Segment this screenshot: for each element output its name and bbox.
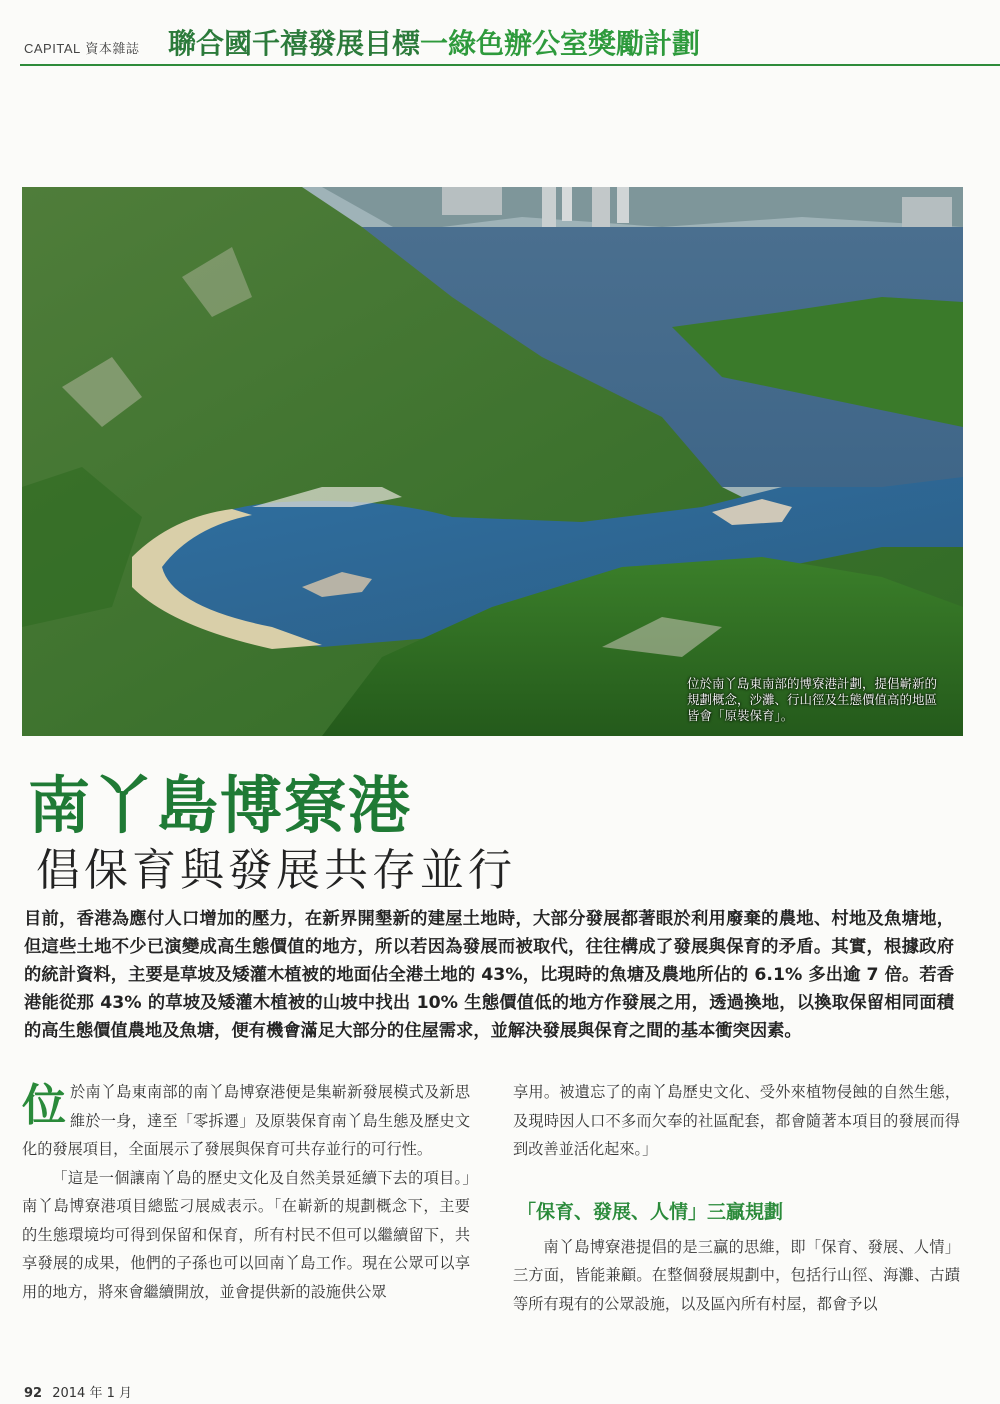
header-rule [20,64,1000,66]
paragraph-text: 於南丫島東南部的南丫島博寮港便是集嶄新發展模式及新思維於一身，達至「零拆遷」及原裝保育南丫島生態及歷史文化的發展項目，全面展示了發展與保育可共存並行的可行性。 [22,1083,470,1158]
page-number: 92 [24,1386,43,1401]
section-title-main: 聯合國千禧發展目標 [168,27,421,60]
section-title-sub: 一綠色辦公室獎勵計劃 [420,27,701,60]
article-subheadline: 倡保育與發展共存並行 [36,845,516,896]
section-subheading: 「保育、發展、人情」三贏規劃 [517,1200,784,1223]
photo-illustration [22,187,963,736]
article-headline: 南丫島博寮港 [28,769,413,842]
drop-cap: 位 [22,1080,66,1131]
issue-date: 2014 年 1 月 [52,1386,132,1401]
magazine-name-en: CAPITAL [24,41,81,56]
article-intro: 目前，香港為應付人口增加的壓力，在新界開墾新的建屋土地時，大部分發展都著眼於利用廢棄的農地、村地及魚塘地，但這些土地不少已演變成高生態價值的地方，所以若因為發展而被取代，往往構成了發展與保育的矛盾。其實，根據政府的統計資料，主要是草坡及矮灌木植被的地面佔全港土地的 43%，比現時的魚塘及農地所佔的 6.1% 多出逾 7 倍。若香港能從那 43% 的草坡及矮灌木植被的山坡中找出 10% 生態價值低的地方作發展之用，透過換地，以換取保留相同面積的高生態價值農地及魚塘，便有機會滿足大部分的住屋需求，並解決發展與保育之間的基本衝突因素。 [24,909,954,1041]
magazine-name [24,38,139,57]
landscape-photo [22,187,963,736]
body-paragraph: 南丫島博寮港提倡的是三贏的思維，即「保育、發展、人情」三方面，皆能兼顧。在整個發展規劃中，包括行山徑、海灘、古蹟等所有現有的公眾設施，以及區內所有村屋，都會予以 [513,1237,960,1313]
body-column-right [513,1078,960,1318]
page-header [0,0,1000,70]
page-footer [24,1382,132,1401]
section-title [168,22,700,62]
photo-caption: 位於南丫島東南部的博寮港計劃，提倡嶄新的規劃概念，沙灘、行山徑及生態價值高的地區皆會「原裝保育」。 [687,676,938,723]
body-paragraph: 享用。被遺忘了的南丫島歷史文化、受外來植物侵蝕的自然生態，及現時因人口不多而欠奉的社區配套，都會隨著本項目的發展而得到改善並活化起來。」 [513,1083,960,1158]
body-paragraph: 「這是一個讓南丫島的歷史文化及自然美景延續下去的項目。」南丫島博寮港項目總監刁展威表示。「在嶄新的規劃概念下，主要的生態環境均可得到保留和保育，所有村民不但可以繼續留下，共享發展的成果，他們的子孫也可以回南丫島工作。現在公眾可以享用的地方，將來會繼續開放，並會提供新的設施供公眾 [22,1168,470,1301]
body-paragraph [22,1078,470,1164]
magazine-name-zh: 資本雜誌 [85,42,140,57]
body-column-left [22,1078,470,1306]
